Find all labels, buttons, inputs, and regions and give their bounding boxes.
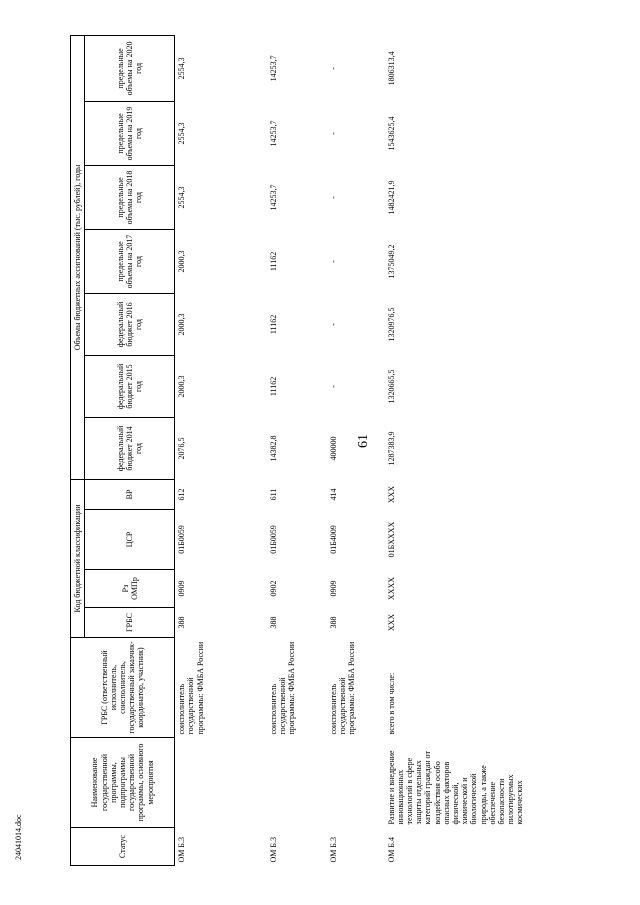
th-2016: федеральный бюджет 2016 год: [85, 293, 175, 355]
cell-2019: 2554,3: [177, 122, 187, 145]
cell-vr: 414: [328, 488, 338, 501]
th-2014: федеральный бюджет 2014 год: [85, 417, 175, 479]
th-volumes: Объемы бюджетных ассигнований (тыс. рублей), годы: [71, 35, 85, 479]
cell-name: [175, 738, 267, 828]
cell-csr: 01Б0059: [268, 525, 278, 554]
th-2018: предельные объемы на 2018 год: [85, 165, 175, 229]
cell-status: ОМ Б.3: [328, 837, 338, 863]
cell-2016: 2000,3: [177, 313, 187, 336]
cell-2018: -: [328, 196, 338, 199]
cell-name: [327, 738, 385, 828]
cell-grbs: соисполнитель государственной программы: ФМБА России: [177, 641, 205, 735]
cell-2020: 14253,7: [268, 55, 278, 82]
table-header: [71, 35, 175, 865]
cell-2020: 1806313,4: [386, 51, 396, 86]
th-status: Статус: [71, 828, 175, 866]
th-2015: федеральный бюджет 2015 год: [85, 355, 175, 417]
cell-status: ОМ Б.3: [177, 837, 187, 863]
th-vr: ВР: [85, 479, 175, 509]
cell-name: [267, 738, 327, 828]
footer-code: 24041014.doc: [14, 814, 23, 860]
budget-table: [70, 35, 585, 866]
table-row: [267, 35, 327, 865]
cell-2018: 1482421,9: [386, 180, 396, 215]
cell-2016: -: [328, 323, 338, 326]
th-rz: Рз ОМПр: [85, 570, 175, 608]
cell-2016: 11162: [268, 314, 278, 335]
cell-code: 388: [177, 616, 187, 629]
cell-2018: 14253,7: [268, 184, 278, 211]
cell-name: Развитие и внедрение инновационных технологий в сфере защиты отдельных категорий граждан от воздействия особо опасных факторов физической, химической и биологической природы, а также обеспечение безопасности пилотируемых космических: [386, 750, 525, 825]
cell-2014: 2076,5: [177, 437, 187, 460]
th-grbs: ГРБС (ответственный исполнитель, соисполнитель, государственный заказчик-координатор, участник): [71, 638, 175, 738]
cell-2019: 1543625,4: [386, 116, 396, 151]
cell-code: 388: [268, 616, 278, 629]
cell-grbs: соисполнитель государственной программы: ФМБА России: [268, 641, 297, 735]
th-budget-code: Код бюджетной классификации: [71, 479, 85, 637]
table-row: [385, 35, 585, 865]
cell-vr: 612: [177, 488, 187, 501]
cell-2014: 14382,8: [268, 435, 278, 462]
cell-2015: -: [328, 385, 338, 388]
rotated-table-container: [70, 36, 636, 866]
cell-status: ОМ Б.4: [386, 837, 396, 863]
th-2019: предельные объемы на 2019 год: [85, 101, 175, 165]
cell-code: 388: [328, 616, 338, 629]
th-name: Наименование государственной программы, подпрограммы государственной программы, основного мероприятия: [71, 738, 175, 828]
cell-rz: 0902: [268, 580, 278, 597]
cell-vr: XXX: [386, 485, 396, 504]
cell-csr: 01Б4009: [328, 525, 338, 554]
cell-csr: 01Б0059: [177, 525, 187, 554]
cell-2017: -: [328, 260, 338, 263]
cell-status: ОМ Б.3: [268, 837, 278, 863]
cell-2015: 2000,3: [177, 375, 187, 398]
cell-code: XXX: [386, 613, 396, 632]
th-2017: предельные объемы на 2017 год: [85, 229, 175, 293]
cell-2017: 11162: [268, 251, 278, 272]
cell-grbs: всего в том числе:: [386, 672, 396, 735]
cell-2017: 2000,3: [177, 250, 187, 273]
cell-2015: 11162: [268, 376, 278, 397]
table-row: [327, 35, 385, 865]
cell-csr: 01БXXXX: [386, 521, 396, 558]
cell-2016: 1320976,5: [386, 307, 396, 342]
cell-2019: 14253,7: [268, 120, 278, 147]
th-2020: предельные объемы на 2020 год: [85, 35, 175, 101]
th-csr: ЦСР: [85, 510, 175, 570]
cell-2017: 1375049,2: [386, 244, 396, 279]
cell-2014: 400000: [328, 436, 338, 461]
table-body: [175, 35, 585, 865]
cell-2020: 2554,3: [177, 57, 187, 80]
page-number: 61: [356, 434, 371, 448]
cell-2015: 1320665,5: [386, 369, 396, 404]
cell-vr: 611: [268, 488, 278, 501]
table-row: [175, 35, 267, 865]
cell-rz: 0909: [328, 580, 338, 597]
cell-2020: -: [328, 67, 338, 70]
cell-2014: 1287383,9: [386, 431, 396, 466]
th-grbs-col: ГРБС: [85, 608, 175, 638]
cell-2019: -: [328, 132, 338, 135]
cell-grbs: соисполнитель государственной программы: ФМБА России: [328, 641, 357, 735]
cell-rz: 0909: [177, 580, 187, 597]
cell-2018: 2554,3: [177, 186, 187, 209]
cell-rz: XXXX: [386, 576, 396, 601]
